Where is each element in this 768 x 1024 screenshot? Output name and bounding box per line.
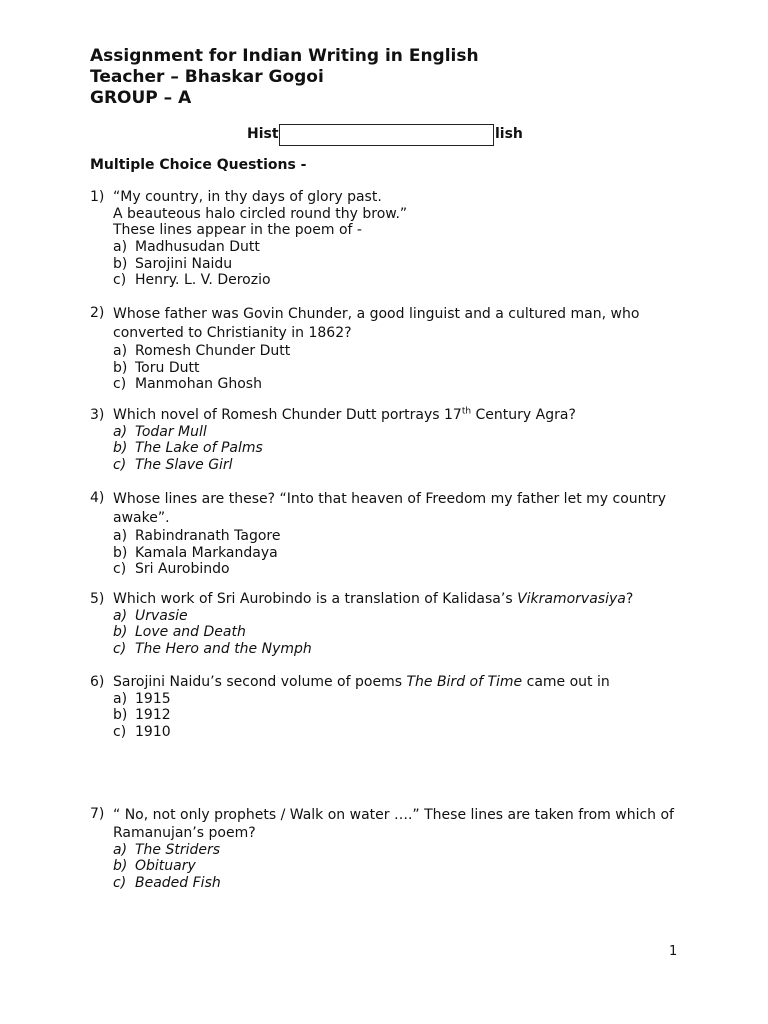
question-text-line: Ramanujan’s poem? [113, 825, 256, 841]
redaction-box [279, 124, 494, 146]
option-a: a) Madhusudan Dutt [113, 239, 260, 256]
question-4 [90, 490, 690, 578]
option-b: b) Obituary [113, 858, 196, 875]
option-b: b) The Lake of Palms [113, 440, 263, 457]
question-text-line: awake”. [113, 510, 170, 526]
question-number: 2) [90, 305, 105, 321]
option-a: a) Urvasie [113, 607, 188, 624]
option-c: c) The Hero and the Nymph [113, 641, 312, 658]
question-text-line: Whose lines are these? “Into that heaven of Freedom my father let my country [113, 491, 667, 507]
option-c: c) Sri Aurobindo [113, 561, 230, 578]
option-a: a) Todar Mull [113, 423, 207, 440]
option-b: b) Kamala Markandaya [113, 544, 278, 561]
question-number: 6) [90, 674, 105, 690]
question-text-line: “ No, not only prophets / Walk on water ….” These lines are taken from which of [113, 807, 674, 823]
option-b: b) Love and Death [113, 624, 246, 641]
question-text-line: Which work of Sri Aurobindo is a translation of Kalidasa’s Vikramorvasiya? [113, 591, 634, 607]
question-text-line: “My country, in thy days of glory past. [113, 189, 382, 205]
question-text-line: converted to Christianity in 1862? [113, 325, 352, 341]
option-c: c) Beaded Fish [113, 875, 221, 892]
assignment-title: Assignment for Indian Writing in English [90, 46, 479, 66]
teacher-line: Teacher – Bhaskar Gogoi [90, 67, 324, 87]
group-label: GROUP – A [90, 88, 192, 108]
question-text-line: Sarojini Naidu’s second volume of poems The Bird of Time came out in [113, 674, 610, 690]
option-b: b) Toru Dutt [113, 359, 200, 376]
question-text-line: Whose father was Govin Chunder, a good linguist and a cultured man, who [113, 306, 640, 322]
option-c: c) Henry. L. V. Derozio [113, 272, 271, 289]
option-b: b) 1912 [113, 707, 171, 724]
option-c: c) The Slave Girl [113, 457, 233, 474]
question-5 [90, 591, 690, 658]
subtitle-left-fragment: Hist [247, 126, 279, 142]
question-text-line: A beauteous halo circled round thy brow.” [113, 205, 408, 222]
question-number: 7) [90, 806, 105, 822]
question-text-line: These lines appear in the poem of - [113, 222, 362, 239]
option-a: a) The Striders [113, 841, 221, 858]
question-text-line: Which novel of Romesh Chunder Dutt portrays 17th Century Agra? [113, 406, 576, 423]
question-1 [90, 189, 690, 289]
question-2 [90, 305, 690, 393]
option-a: a) Rabindranath Tagore [113, 528, 281, 544]
question-number: 4) [90, 490, 105, 506]
section-title: Multiple Choice Questions - [90, 157, 307, 173]
option-c: c) Manmohan Ghosh [113, 376, 262, 393]
subtitle-right-fragment: lish [495, 126, 523, 142]
option-b: b) Sarojini Naidu [113, 255, 233, 272]
question-3 [90, 407, 690, 474]
option-a: a) 1915 [113, 690, 171, 707]
option-a: a) Romesh Chunder Dutt [113, 343, 291, 359]
question-6 [90, 674, 690, 741]
question-number: 1) [90, 189, 105, 205]
question-number: 3) [90, 407, 105, 423]
question-7 [90, 806, 690, 892]
option-c: c) 1910 [113, 724, 171, 741]
page-number: 1 [669, 944, 678, 959]
question-number: 5) [90, 591, 105, 607]
